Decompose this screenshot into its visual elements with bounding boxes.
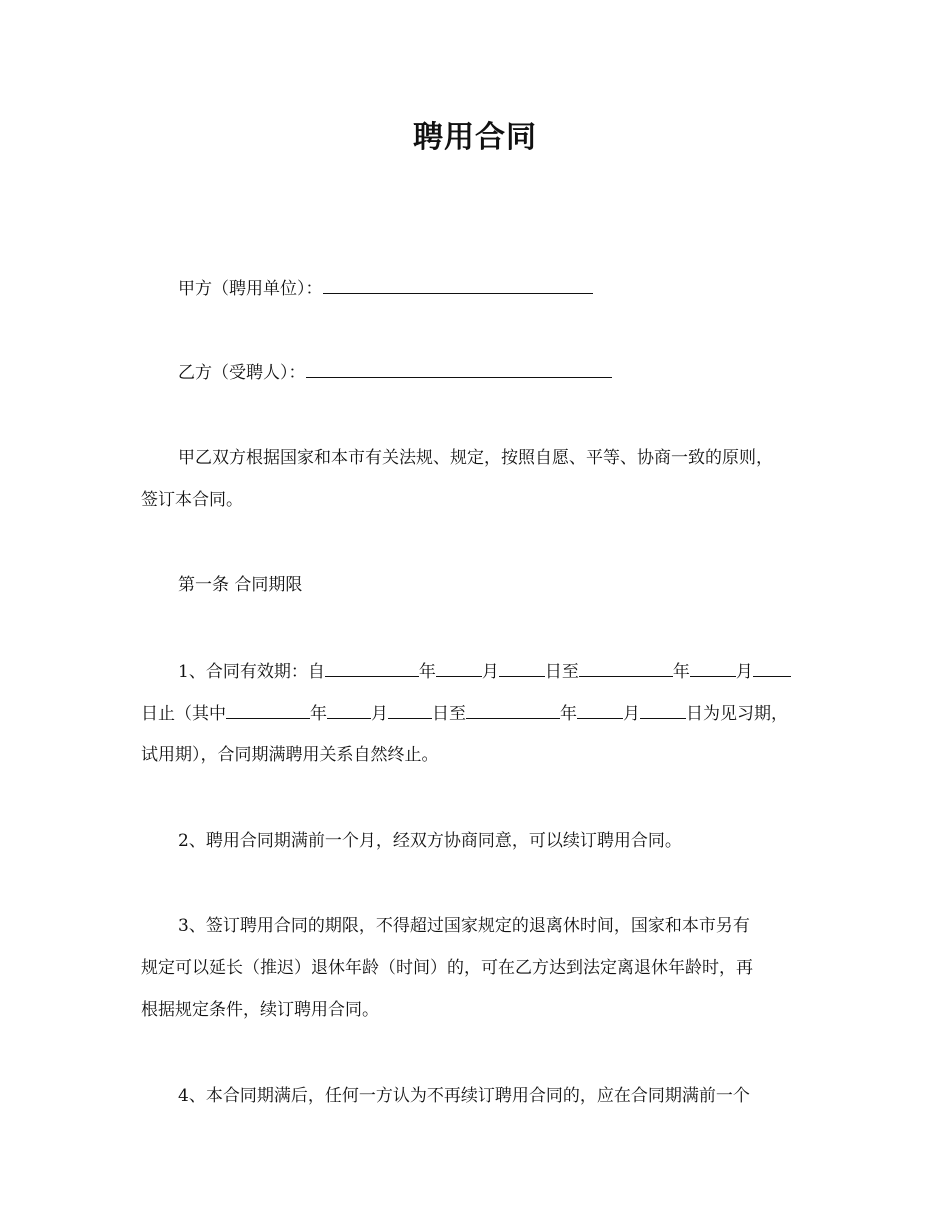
document-title: 聘用合同: [413, 120, 537, 155]
clause-3-line-3: 根据规定条件，续订聘用合同。: [141, 1000, 379, 1020]
date-blank: [753, 659, 791, 677]
year-label: 年: [418, 662, 436, 682]
date-blank: [388, 701, 432, 719]
date-blank: [325, 659, 419, 677]
clause-1-line-3: 试用期），合同期满聘用关系自然终止。: [141, 745, 439, 765]
date-blank: [327, 701, 371, 719]
year-label: 年: [672, 662, 690, 682]
day-to-label: 日至: [544, 662, 579, 682]
year-label: 年: [560, 704, 577, 724]
party-a-line: [178, 276, 593, 301]
clause-1-line-2: [141, 701, 788, 726]
party-a-label: 甲方（聘用单位）：: [178, 279, 323, 299]
month-label: 月: [481, 662, 499, 682]
intro-line-2: 签订本合同。: [141, 490, 243, 510]
date-blank: [226, 701, 310, 719]
date-blank: [436, 659, 482, 677]
date-blank: [499, 659, 545, 677]
day-end-label: 日止（其中: [141, 704, 226, 724]
clause-1-from-label: 1、合同有效期：自: [178, 662, 325, 682]
day-to-label: 日至: [432, 704, 466, 724]
clause-3-line-2: 规定可以延长（推迟）退休年龄（时间）的，可在乙方达到法定离退休年龄时，再: [141, 958, 753, 978]
date-blank: [690, 659, 736, 677]
date-blank: [466, 701, 560, 719]
date-blank: [579, 659, 673, 677]
article-1-heading: 第一条 合同期限: [178, 575, 303, 595]
date-blank: [577, 701, 623, 719]
party-b-blank: [306, 360, 612, 378]
clause-2: 2、聘用合同期满前一个月，经双方协商同意，可以续订聘用合同。: [178, 831, 682, 851]
party-b-label: 乙方（受聘人）：: [178, 363, 306, 383]
party-a-blank: [323, 276, 593, 294]
clause-4-line-1: 4、本合同期满后，任何一方认为不再续订聘用合同的，应在合同期满前一个: [178, 1086, 750, 1106]
party-b-line: [178, 360, 612, 385]
month-label: 月: [371, 704, 388, 724]
clause-3-line-1: 3、签订聘用合同的期限，不得超过国家规定的退离休时间，国家和本市另有: [178, 916, 750, 936]
month-label: 月: [623, 704, 640, 724]
date-blank: [640, 701, 686, 719]
intro-line-1: 甲乙双方根据国家和本市有关法规、规定，按照自愿、平等、协商一致的原则，: [178, 448, 773, 468]
clause-1-line-1: [178, 659, 791, 684]
probation-label: 日为见习期，: [686, 704, 788, 724]
year-label: 年: [310, 704, 327, 724]
month-label: 月: [735, 662, 753, 682]
